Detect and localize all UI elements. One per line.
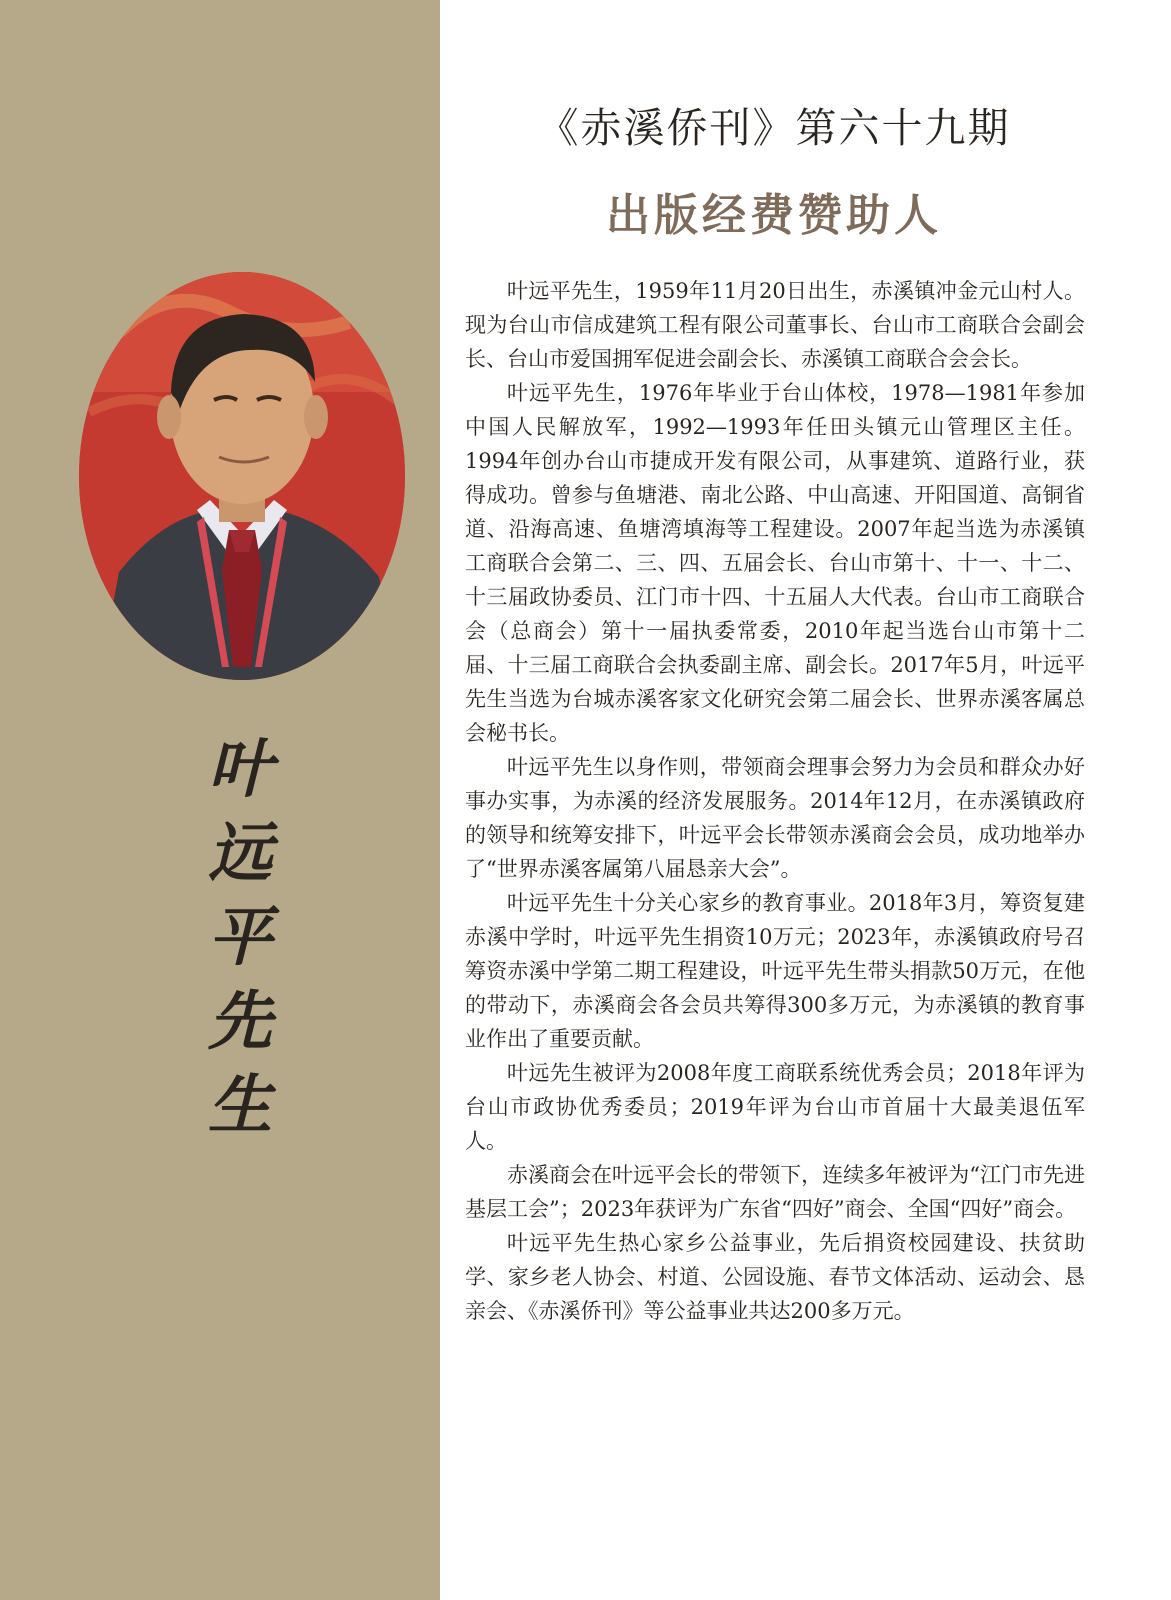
name-char: 远 [208, 816, 272, 891]
issue-title: 《赤溪侨刊》第六十九期 [537, 104, 1011, 152]
name-char: 平 [208, 900, 272, 975]
paragraph: 叶远平先生十分关心家乡的教育事业。2018年3月，筹资复建赤溪中学时，叶远平先生捐资10万元；2023年，赤溪镇政府号召筹资赤溪中学第二期工程建设，叶远平先生带头捐款50万元，在他的带动下，赤溪商会各会员共筹得300多万元，为赤溪镇的教育事业作出了重要贡献。 [465, 891, 1085, 1051]
paragraph: 赤溪商会在叶远平会长的带领下，连续多年被评为“江门市先进基层工会”；2023年获评为广东省“四好”商会、全国“四好”商会。 [465, 1163, 1085, 1221]
left-panel [0, 0, 440, 1600]
paragraph: 叶远平先生，1976年毕业于台山体校，1978—1981年参加中国人民解放军，1992—1993年任田头镇元山管理区主任。1994年创办台山市捷成开发有限公司，从事建筑、道路行业，获得成功。曾参与鱼塘港、南北公路、中山高速、开阳国道、高铜省道、沿海高速、鱼塘湾填海等工程建设。2007年起当选为赤溪镇工商联合会第二、三、四、五届会长、台山市第十、十一、十二、十三届政协委员、江门市十四、十五届人大代表。台山市工商联合会（总商会）第十一届执委常委，2010年起当选台山市第十二届、十三届工商联合会执委副主席、副会长。2017年5月，叶远平先生当选为台城赤溪客家文化研究会第二届会长、世界赤溪客属总会秘书长。 [465, 381, 1085, 745]
paragraph: 叶远平先生，1959年11月20日出生，赤溪镇冲金元山村人。现为台山市信成建筑工程有限公司董事长、台山市工商联合会副会长、台山市爱国拥军促进会副会长、赤溪镇工商联合会会长。 [465, 279, 1085, 371]
portrait-illustration [79, 272, 405, 680]
name-char: 生 [208, 1068, 272, 1143]
paragraph: 叶远平先生以身作则，带领商会理事会努力为会员和群众办好事办实事，为赤溪的经济发展服务。2014年12月，在赤溪镇政府的领导和统筹安排下，叶远平会长带领赤溪商会会员，成功地举办了“世界赤溪客属第八届恳亲大会”。 [465, 755, 1085, 881]
name-char: 叶 [208, 732, 272, 807]
portrait-photo [79, 272, 405, 680]
paragraph: 叶远平先生热心家乡公益事业，先后捐资校园建设、扶贫助学、家乡老人协会、村道、公园设施、春节文体活动、运动会、恳亲会、《赤溪侨刊》等公益事业共达200多万元。 [465, 1231, 1085, 1323]
biography-text [465, 274, 1085, 1328]
vertical-name [200, 728, 280, 1148]
paragraph: 叶远先生被评为2008年度工商联系统优秀会员；2018年评为台山市政协优秀委员；2019年评为台山市首届十大最美退伍军人。 [465, 1061, 1085, 1153]
sponsor-title: 出版经费赞助人 [606, 190, 942, 241]
content-panel [440, 0, 1171, 1600]
name-char: 先 [208, 984, 272, 1059]
